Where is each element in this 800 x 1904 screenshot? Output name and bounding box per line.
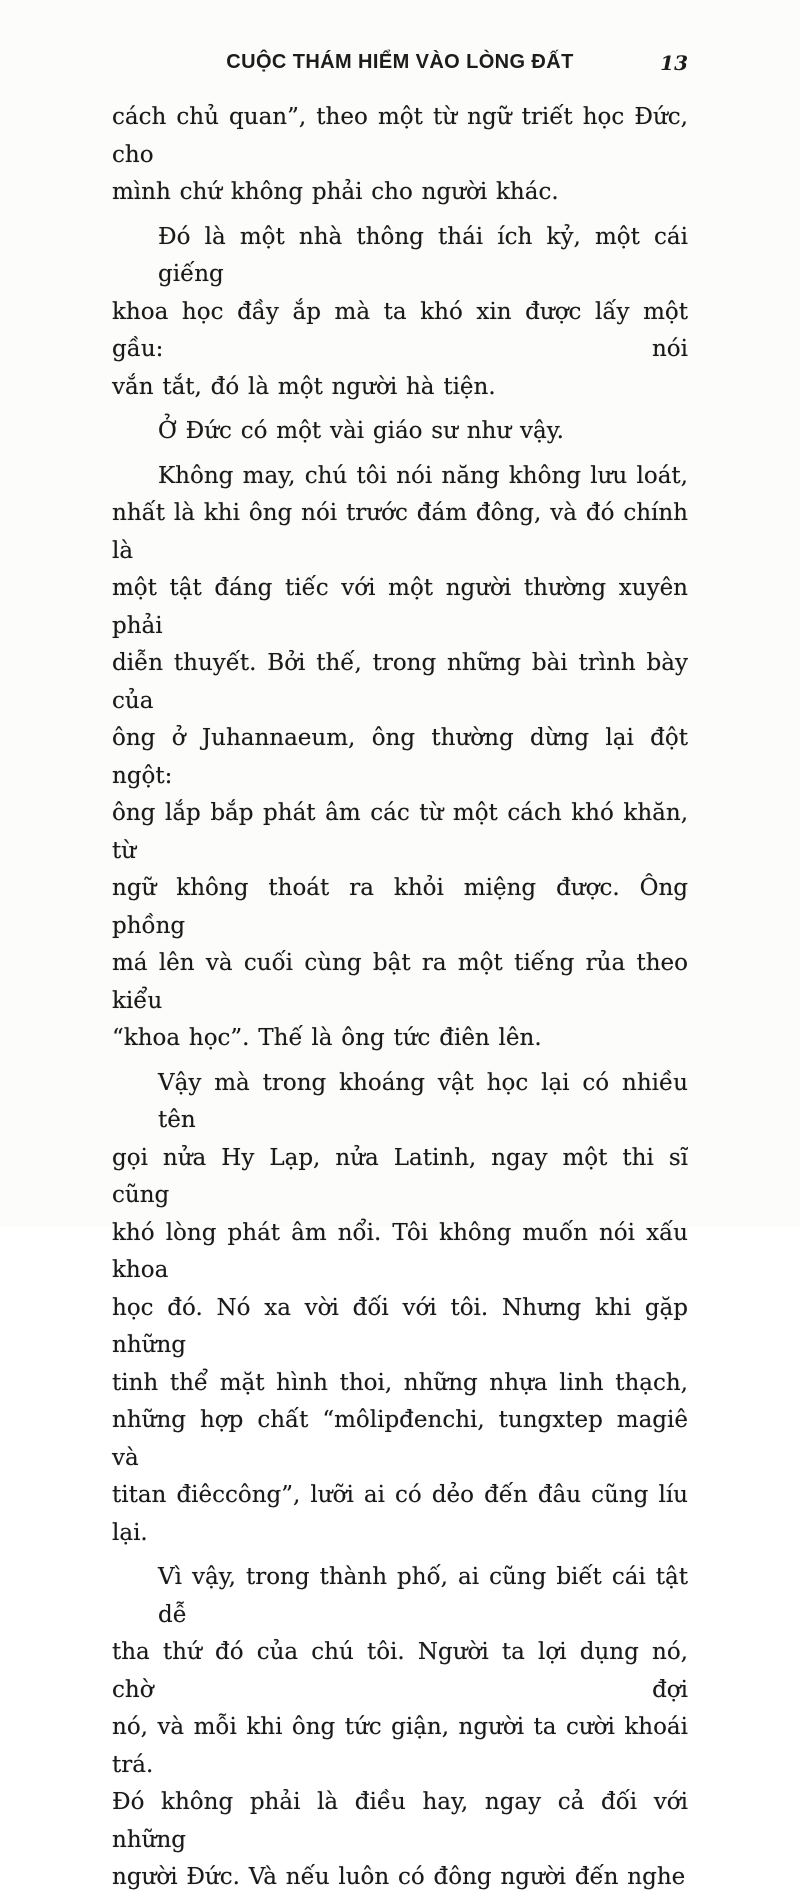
text-line: ông lắp bắp phát âm các từ một cách khó khăn, từ bbox=[112, 800, 688, 864]
text-line: ông ở Juhannaeum, ông thường dừng lại đột ngột: bbox=[112, 725, 688, 789]
running-header bbox=[112, 51, 688, 79]
text-line: “khoa học”. Thế là ông tức điên lên. bbox=[112, 1025, 542, 1051]
paragraph bbox=[112, 413, 688, 451]
paragraph bbox=[112, 1065, 688, 1553]
text-line: vắn tắt, đó là một người hà tiện. bbox=[112, 373, 496, 400]
paragraph bbox=[112, 1559, 688, 1897]
text-line: Đó không phải là điều hay, ngay cả đối với những bbox=[112, 1789, 688, 1853]
text-line: titan điêccông”, lưỡi ai có dẻo đến đâu cũng líu lại. bbox=[112, 1482, 688, 1546]
text-line: nó, và mỗi khi ông tức giận, người ta cười khoái trá. bbox=[112, 1714, 688, 1778]
text-line: tha thứ đó của chú tôi. Người ta lợi dụng nó, chờ đợi bbox=[112, 1639, 688, 1703]
text-line: Vậy mà trong khoáng vật học lại có nhiều tên bbox=[158, 1069, 688, 1133]
text-line: khó lòng phát âm nổi. Tôi không muốn nói xấu khoa bbox=[112, 1219, 688, 1283]
text-block bbox=[112, 99, 688, 1904]
text-line: học đó. Nó xa vời đối với tôi. Nhưng khi gặp những bbox=[112, 1294, 688, 1358]
text-line: gọi nửa Hy Lạp, nửa Latinh, ngay một thi sĩ cũng bbox=[112, 1144, 688, 1208]
text-line: Đó là một nhà thông thái ích kỷ, một cái giếng bbox=[158, 223, 688, 287]
text-line: Ở Đức có một vài giáo sư như vậy. bbox=[158, 418, 564, 444]
paragraph bbox=[112, 219, 688, 407]
text-line: khoa học đầy ắp mà ta khó xin được lấy một gầu: nói bbox=[112, 298, 688, 362]
text-line: má lên và cuối cùng bật ra một tiếng rủa theo kiểu bbox=[112, 950, 688, 1014]
text-line: diễn thuyết. Bởi thế, trong những bài trình bày của bbox=[112, 650, 688, 714]
text-line: tinh thể mặt hình thoi, những nhựa linh thạch, bbox=[112, 1369, 688, 1396]
text-line: ngữ không thoát ra khỏi miệng được. Ông phồng bbox=[112, 875, 688, 939]
text-line: Vì vậy, trong thành phố, ai cũng biết cái tật dễ bbox=[158, 1564, 688, 1628]
chapter-title: CUỘC THÁM HIỂM VÀO LÒNG ĐẤT bbox=[226, 51, 574, 73]
text-line: nhất là khi ông nói trước đám đông, và đó chính là bbox=[112, 500, 688, 564]
paragraph bbox=[112, 458, 688, 1058]
text-line: Không may, chú tôi nói năng không lưu loát, bbox=[158, 462, 688, 489]
paragraph bbox=[112, 99, 688, 212]
text-line: một tật đáng tiếc với một người thường xuyên phải bbox=[112, 575, 688, 639]
text-line: mình chứ không phải cho người khác. bbox=[112, 179, 559, 205]
text-line: những hợp chất “môlipđenchi, tungxtep magiê và bbox=[112, 1407, 688, 1471]
text-line: cách chủ quan”, theo một từ ngữ triết học Đức, cho bbox=[112, 104, 688, 168]
text-line: người Đức. Và nếu luôn có đông người đến nghe bbox=[112, 1864, 686, 1890]
page-number: 13 bbox=[660, 51, 688, 75]
